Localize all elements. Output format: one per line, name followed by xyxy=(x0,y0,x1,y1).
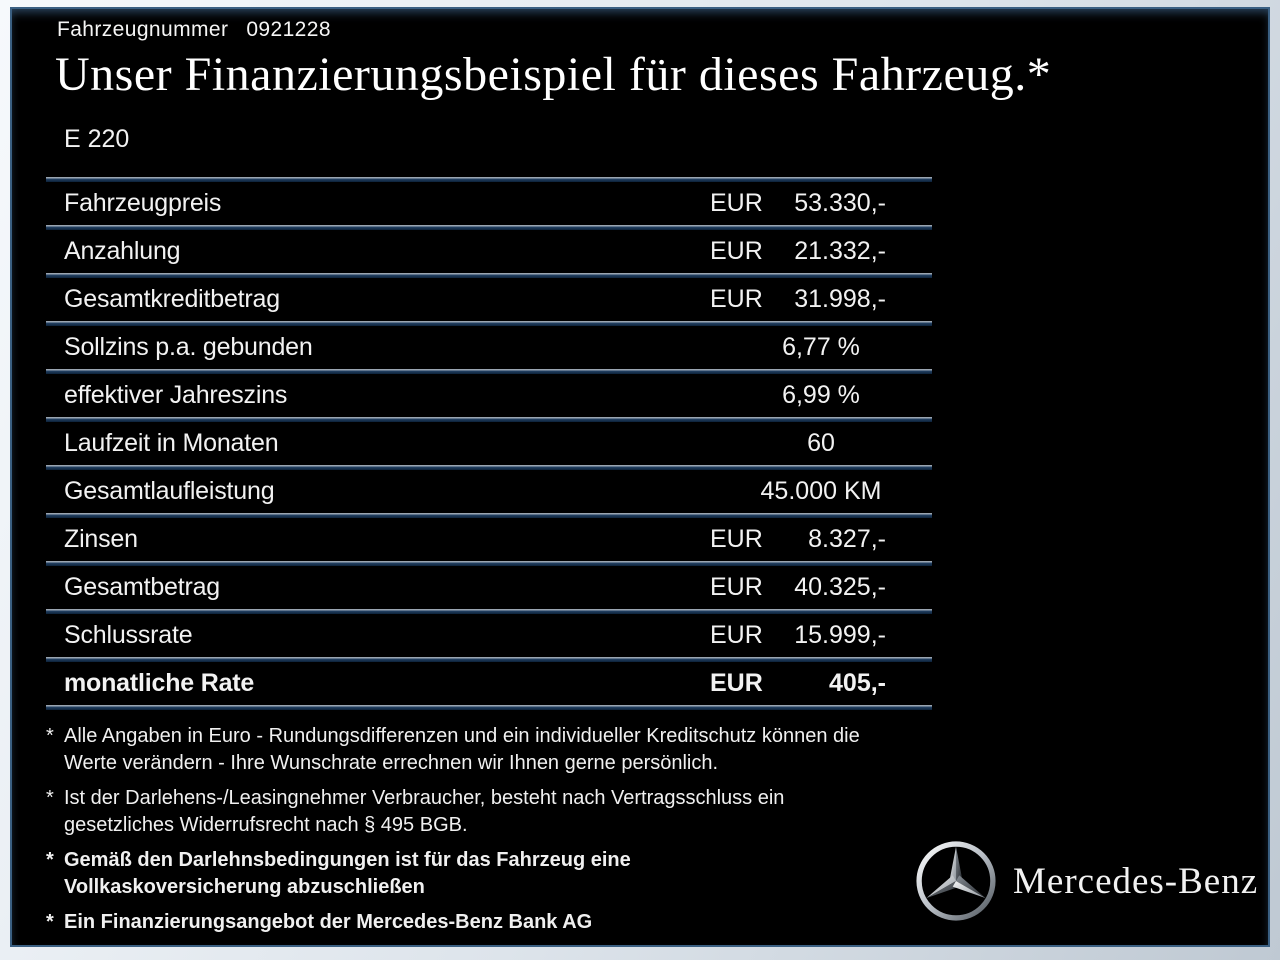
footnote-line: gesetzliches Widerrufsrecht nach § 495 BGB. xyxy=(64,814,468,836)
brand-logo-block xyxy=(915,840,1258,922)
vehicle-number-line xyxy=(57,18,331,42)
footnote-text xyxy=(64,785,784,839)
table-row xyxy=(46,374,932,417)
table-row xyxy=(46,518,932,561)
footnote-line: Werte verändern - Ihre Wunschrate errechnen wir Ihnen gerne persönlich. xyxy=(64,752,719,774)
row-amount: 6,77 % xyxy=(782,333,860,361)
row-amount: 31.998,- xyxy=(794,285,886,313)
row-amount: 6,99 % xyxy=(782,381,860,409)
row-label: Gesamtbetrag xyxy=(64,573,221,601)
currency-label: EUR xyxy=(710,285,763,313)
currency-label: EUR xyxy=(710,621,763,649)
page-title: Unser Finanzierungsbeispiel für dieses Fahrzeug.* xyxy=(55,48,1052,101)
mercedes-star-icon xyxy=(915,840,997,922)
row-amount: 21.332,- xyxy=(794,237,886,265)
table-separator xyxy=(46,705,932,710)
row-amount: 405,- xyxy=(829,669,886,697)
currency-label: EUR xyxy=(710,189,763,217)
table-row xyxy=(46,566,932,609)
row-label: monatliche Rate xyxy=(64,669,255,697)
row-label: Anzahlung xyxy=(64,237,181,265)
row-value xyxy=(710,477,932,506)
row-amount: 40.325,- xyxy=(794,573,886,601)
vehicle-model: E 220 xyxy=(64,125,130,153)
asterisk-marker: * xyxy=(46,787,54,809)
table-row xyxy=(46,278,932,321)
currency-label: EUR xyxy=(710,573,763,601)
footnote-line: Gemäß den Darlehnsbedingungen ist für das Fahrzeug eine xyxy=(64,849,631,871)
row-amount: 45.000 KM xyxy=(760,477,882,505)
footnote-text xyxy=(64,723,860,777)
vehicle-number-value: 0921228 xyxy=(246,18,331,41)
footnote xyxy=(46,723,860,777)
asterisk-marker: * xyxy=(46,911,54,933)
footnote xyxy=(46,909,860,936)
currency-label: EUR xyxy=(710,669,763,697)
row-value xyxy=(710,333,932,362)
row-value xyxy=(710,285,932,314)
table-row xyxy=(46,422,932,465)
table-row xyxy=(46,326,932,369)
table-row xyxy=(46,182,932,225)
row-label: Zinsen xyxy=(64,525,138,553)
footnotes-section xyxy=(46,723,860,944)
footnote-line: Alle Angaben in Euro - Rundungsdifferenzen und ein individueller Kreditschutz können die xyxy=(64,725,860,747)
footnote-text xyxy=(64,847,631,901)
row-label: effektiver Jahreszins xyxy=(64,381,288,409)
row-value xyxy=(710,573,932,602)
footnote-text xyxy=(64,909,592,936)
table-row xyxy=(46,470,932,513)
row-value xyxy=(710,669,932,698)
row-value xyxy=(710,525,932,554)
row-label: Gesamtkreditbetrag xyxy=(64,285,280,313)
asterisk-marker: * xyxy=(46,725,54,747)
row-amount: 15.999,- xyxy=(794,621,886,649)
row-label: Laufzeit in Monaten xyxy=(64,429,279,457)
row-value xyxy=(710,189,932,218)
row-amount: 60 xyxy=(807,429,835,457)
currency-label: EUR xyxy=(710,237,763,265)
row-value xyxy=(710,429,932,458)
footnote-line: Ist der Darlehens-/Leasingnehmer Verbraucher, besteht nach Vertragsschluss ein xyxy=(64,787,785,809)
row-amount: 53.330,- xyxy=(794,189,886,217)
footnote xyxy=(46,847,860,901)
footnote-line: Vollkaskoversicherung abzuschließen xyxy=(64,876,425,898)
row-amount: 8.327,- xyxy=(808,525,886,553)
asterisk-marker: * xyxy=(46,849,54,871)
vehicle-number-label: Fahrzeugnummer xyxy=(57,18,229,41)
row-value xyxy=(710,237,932,266)
row-label: Gesamtlaufleistung xyxy=(64,477,275,505)
table-row xyxy=(46,230,932,273)
row-value xyxy=(710,381,932,410)
row-label: Fahrzeugpreis xyxy=(64,189,222,217)
row-label: Sollzins p.a. gebunden xyxy=(64,333,313,361)
finance-table xyxy=(46,177,932,710)
footnote-line: Ein Finanzierungsangebot der Mercedes-Benz Bank AG xyxy=(64,911,593,933)
table-row xyxy=(46,662,932,705)
row-value xyxy=(710,621,932,650)
row-label: Schlussrate xyxy=(64,621,193,649)
table-row xyxy=(46,614,932,657)
footnote xyxy=(46,785,860,839)
currency-label: EUR xyxy=(710,525,763,553)
brand-wordmark: Mercedes-Benz xyxy=(1013,860,1259,902)
finance-sheet-panel xyxy=(10,7,1270,947)
